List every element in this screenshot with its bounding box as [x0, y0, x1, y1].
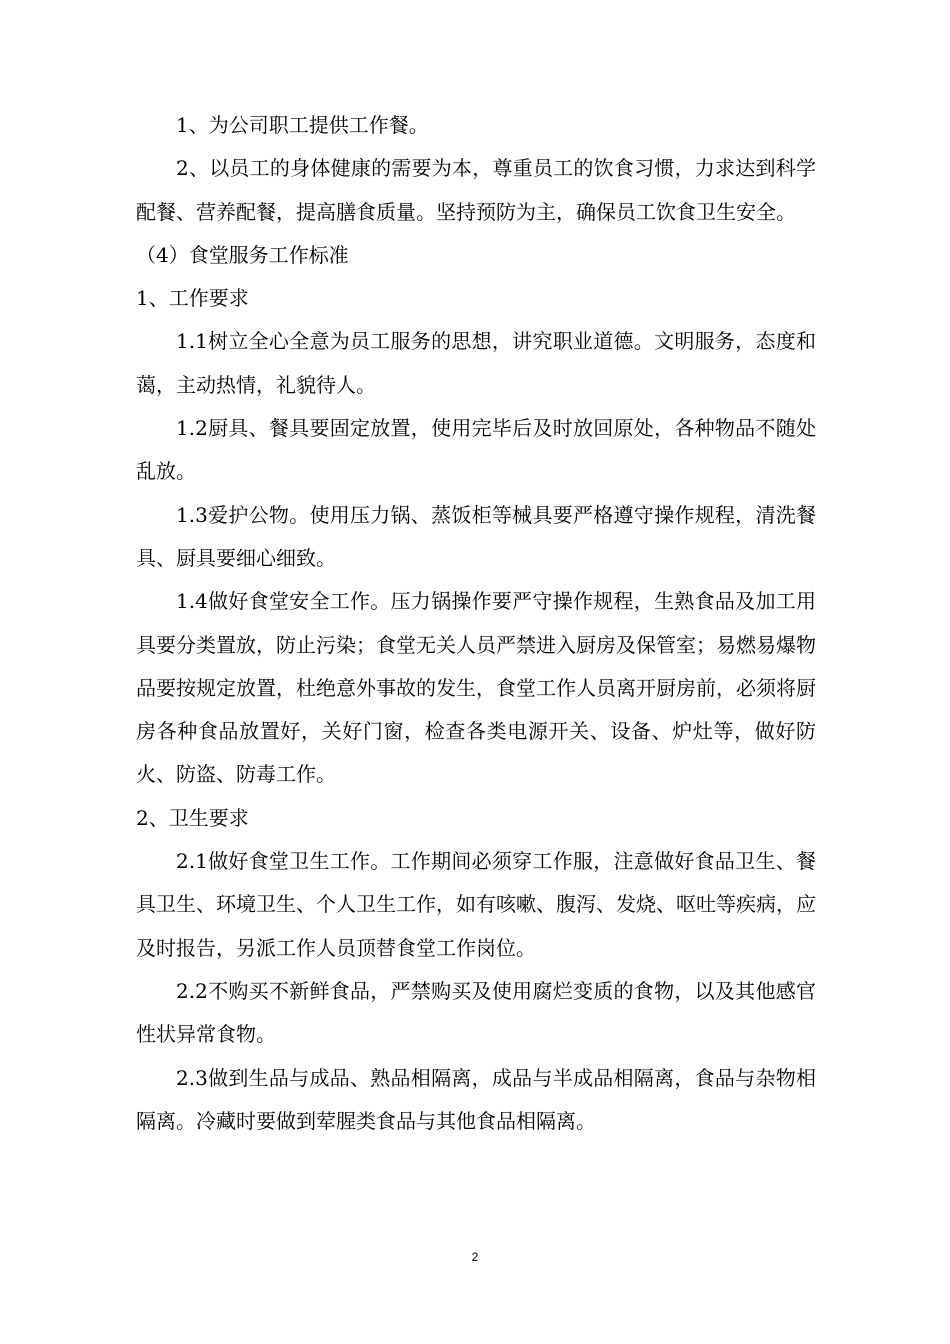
heading-hygiene-requirements: 2、卫生要求: [136, 805, 249, 830]
paragraph-1-1: 1.1树立全心全意为员工服务的思想，讲究职业道德。文明服务，态度和蔼，主动热情，礼貌待人。: [136, 329, 816, 397]
section-heading-4: （4）食堂服务工作标准: [136, 242, 349, 267]
heading-work-requirements: 1、工作要求: [136, 286, 249, 311]
page-number: 2: [471, 1250, 479, 1264]
paragraph-2-1: 2.1做好食堂卫生工作。工作期间必须穿工作服，注意做好食品卫生、餐具卫生、环境卫生、个人卫生工作，如有咳嗽、腹泻、发烧、呕吐等疾病，应及时报告，另派工作人员顶替食堂工作岗位。: [136, 849, 816, 960]
paragraph-1-3: 1.3爱护公物。使用压力锅、蒸饭柜等械具要严格遵守操作规程，清洗餐具、厨具要细心细致。: [136, 502, 816, 570]
document-body: [136, 104, 816, 1143]
paragraph-2-3: 2.3做到生品与成品、熟品相隔离，成品与半成品相隔离，食品与杂物相隔离。冷藏时要做到荤腥类食品与其他食品相隔离。: [136, 1065, 816, 1133]
paragraph-1: 1、为公司职工提供工作餐。: [176, 113, 429, 137]
paragraph-2-2: 2.2不购买不新鲜食品，严禁购买及使用腐烂变质的食物，以及其他感官性状异常食物。: [136, 978, 816, 1047]
paragraph-2: 2、以员工的身体健康的需要为本，尊重员工的饮食习惯，力求达到科学配餐、营养配餐，提高膳食质量。坚持预防为主，确保员工饮食卫生安全。: [136, 156, 816, 224]
paragraph-1-4: 1.4做好食堂安全工作。压力锅操作要严守操作规程，生熟食品及加工用具要分类置放，防止污染；食堂无关人员严禁进入厨房及保管室；易燃易爆物品要按规定放置，杜绝意外事故的发生，食堂工作人员离开厨房前，必须将厨房各种食品放置好，关好门窗，检查各类电源开关、设备、炉灶等，做好防火、防盗、防毒工作。: [136, 589, 816, 787]
paragraph-1-2: 1.2厨具、餐具要固定放置，使用完毕后及时放回原处，各种物品不随处乱放。: [136, 416, 816, 484]
